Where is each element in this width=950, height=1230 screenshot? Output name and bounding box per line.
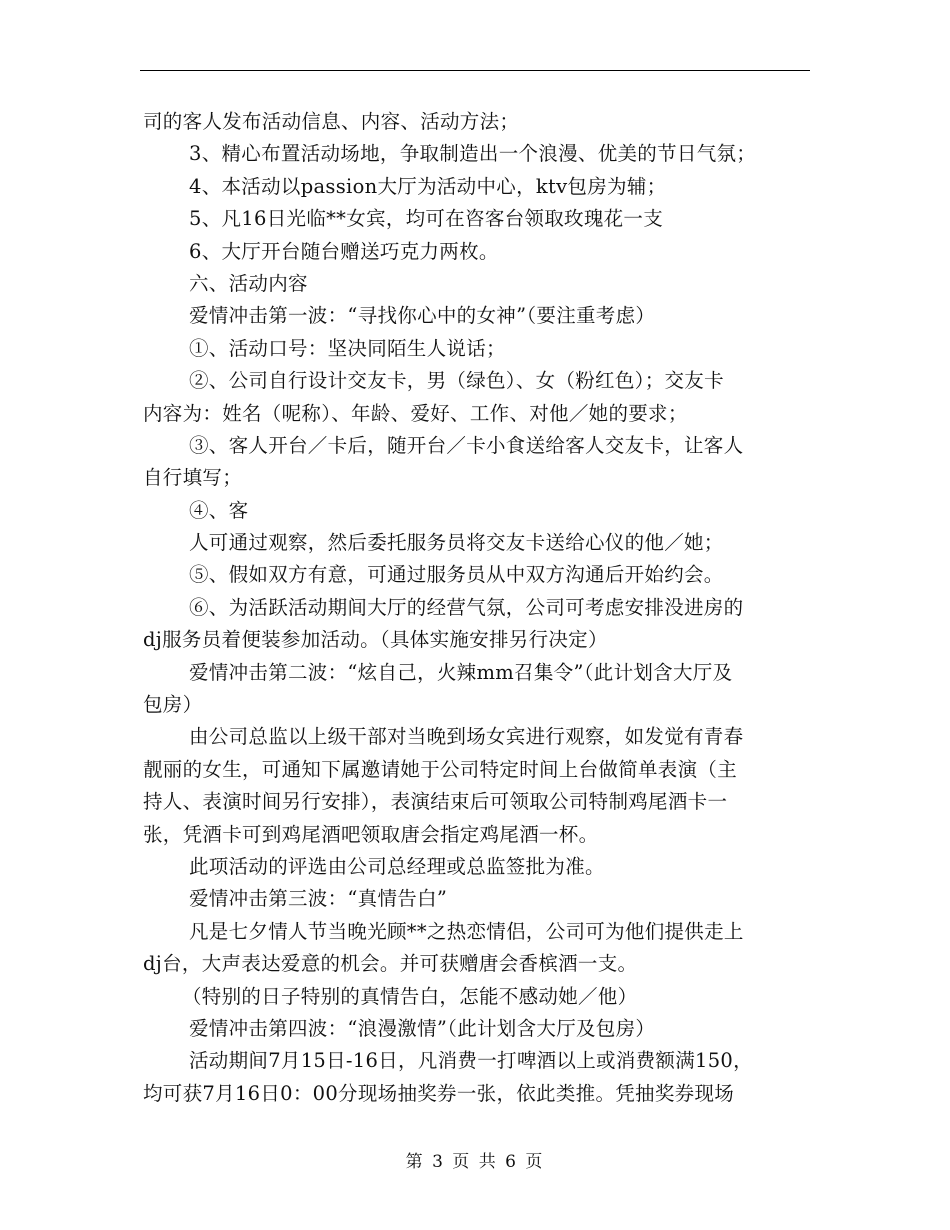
text-line: 持人、表演时间另行安排），表演结束后可领取公司特制鸡尾酒卡一 bbox=[143, 790, 728, 814]
text-line: 活动期间7月15日-16日，凡消费一打啤酒以上或消费额满150， bbox=[189, 1049, 753, 1073]
text-line: 爱情冲击第二波：“炫自己，火辣mm召集令”（此计划含大厅及 bbox=[189, 660, 733, 684]
text-line: dj服务员着便装参加活动。（具体实施安排另行决定） bbox=[143, 628, 608, 652]
text-line: 爱情冲击第一波：“寻找你心中的女神”（要注重考虑） bbox=[189, 304, 656, 328]
text-line: 3、精心布置活动场地，争取制造出一个浪漫、优美的节日气氛； bbox=[189, 142, 757, 166]
text-line: 六、活动内容 bbox=[189, 271, 308, 295]
text-line: 凡是七夕情人节当晚光顾**之热恋情侣，公司可为他们提供走上 bbox=[189, 919, 744, 943]
text-line: 6、大厅开台随台赠送巧克力两枚。 bbox=[189, 239, 499, 263]
text-line: ④、客 bbox=[189, 498, 249, 522]
text-line: ⑥、为活跃活动期间大厅的经营气氛，公司可考虑安排没进房的 bbox=[189, 595, 744, 619]
text-line: ②、公司自行设计交友卡，男（绿色）、女（粉红色）；交友卡 bbox=[189, 369, 724, 393]
document-body bbox=[143, 106, 807, 1110]
text-line: ①、活动口号：坚决同陌生人说话； bbox=[189, 336, 506, 360]
page-footer: 第 3 页 共 6 页 bbox=[405, 1152, 545, 1172]
text-line: 自行填写； bbox=[143, 466, 243, 490]
text-line: 包房） bbox=[143, 693, 203, 717]
text-line: （特别的日子特别的真情告白，怎能不感动她／他） bbox=[182, 984, 638, 1008]
text-line: 司的客人发布活动信息、内容、活动方法； bbox=[143, 110, 520, 133]
text-line: 均可获7月16日0：00分现场抽奖券一张，依此类推。凭抽奖券现场 bbox=[143, 1081, 735, 1105]
text-line: 人可通过观察，然后委托服务员将交友卡送给心仪的他／她； bbox=[189, 531, 724, 555]
text-line: 内容为：姓名（呢称）、年龄、爱好、工作、对他／她的要求； bbox=[143, 401, 688, 425]
text-line: ③、客人开台／卡后，随开台／卡小食送给客人交友卡，让客人 bbox=[189, 433, 744, 457]
text-line: 4、本活动以passion大厅为活动中心，ktv包房为辅； bbox=[189, 174, 667, 198]
text-line: dj台，大声表达爱意的机会。并可获赠唐会香槟酒一支。 bbox=[143, 952, 638, 976]
text-line: 张，凭酒卡可到鸡尾酒吧领取唐会指定鸡尾酒一杯。 bbox=[143, 822, 599, 846]
header-rule bbox=[140, 70, 810, 71]
text-line: 爱情冲击第三波：“真情告白” bbox=[189, 887, 448, 911]
text-line: 5、凡16日光临**女宾，均可在咨客台领取玫瑰花一支 bbox=[189, 207, 664, 231]
text-line: 靓丽的女生，可通知下属邀请她于公司特定时间上台做简单表演（主 bbox=[143, 757, 738, 781]
text-line: 此项活动的评选由公司总经理或总监签批为准。 bbox=[189, 854, 605, 878]
text-line: 爱情冲击第四波：“浪漫激情”（此计划含大厅及包房） bbox=[189, 1016, 656, 1040]
text-line: 由公司总监以上级干部对当晚到场女宾进行观察，如发觉有青春 bbox=[189, 725, 744, 749]
text-line: ⑤、假如双方有意，可通过服务员从中双方沟通后开始约会。 bbox=[189, 563, 724, 587]
